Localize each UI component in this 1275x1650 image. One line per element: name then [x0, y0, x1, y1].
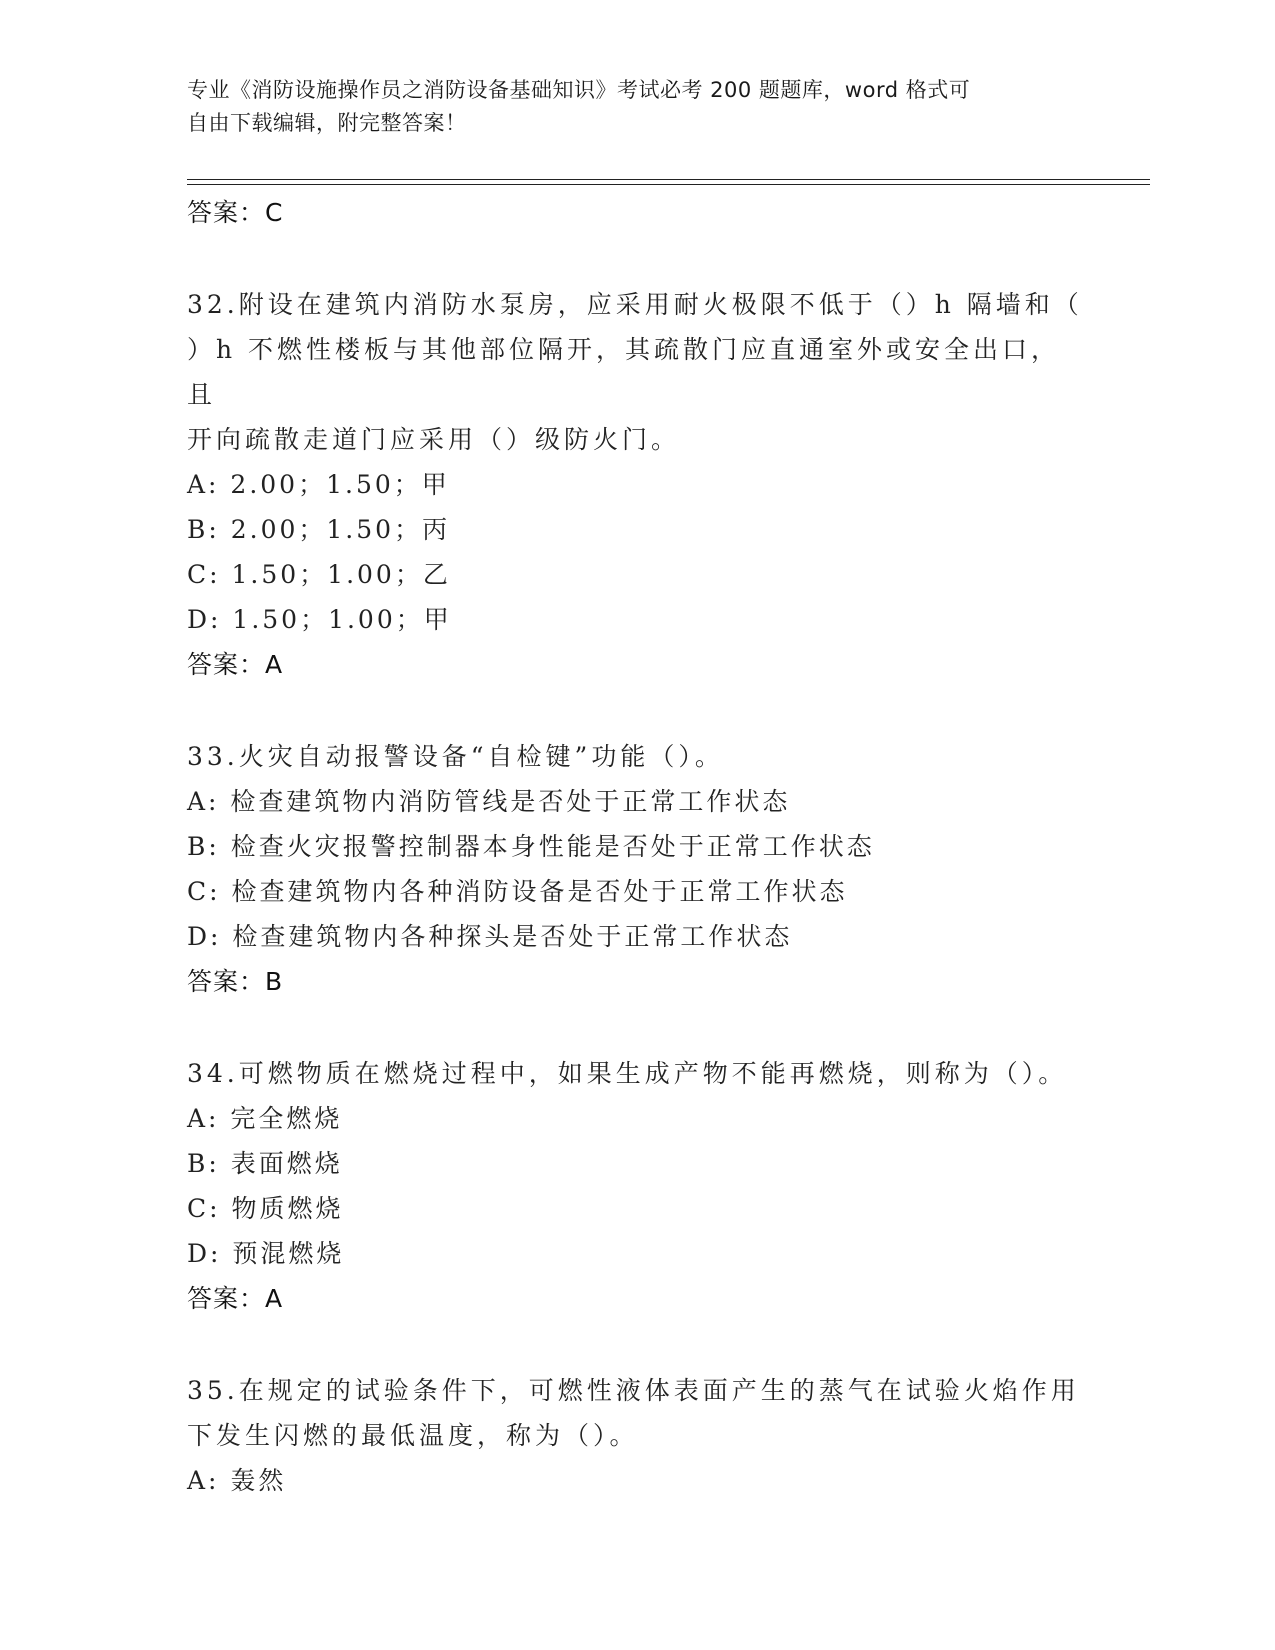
- spacer: [187, 1321, 1087, 1368]
- question-text-line: 33.火灾自动报警设备“自检键”功能（）。: [187, 742, 724, 771]
- question-35: [187, 1368, 1087, 1503]
- question-text-line: ）h 不燃性楼板与其他部位隔开，其疏散门应直通室外或安全出口，且: [187, 335, 1061, 409]
- option-a: A: 2.00；1.50；甲: [187, 470, 450, 499]
- question-34-text: [187, 1051, 1087, 1096]
- option-a: A: 检查建筑物内消防管线是否处于正常工作状态: [187, 787, 791, 816]
- header-line-1: 专业《消防设施操作员之消防设备基础知识》考试必考 200 题题库，word 格式可: [187, 78, 971, 102]
- question-text-line: 32.附设在建筑内消防水泵房，应采用耐火极限不低于（）h 隔墙和（: [187, 290, 1083, 319]
- question-text-line: 下发生闪燃的最低温度，称为（）。: [187, 1421, 639, 1450]
- option-c: C: 检查建筑物内各种消防设备是否处于正常工作状态: [187, 877, 848, 906]
- option-b: B: 2.00；1.50；丙: [187, 515, 451, 544]
- header-divider-bottom: [187, 184, 1150, 185]
- option-d: D: 预混燃烧: [187, 1239, 345, 1268]
- spacer: [187, 1004, 1087, 1051]
- spacer: [187, 235, 1087, 282]
- question-33: [187, 734, 1087, 1004]
- header-line-2: 自由下载编辑，附完整答案！: [187, 111, 467, 135]
- document-header: [187, 74, 1067, 140]
- option-b: B: 表面燃烧: [187, 1149, 343, 1178]
- answer-34: 答案：A: [187, 1284, 284, 1313]
- answer-32: 答案：A: [187, 650, 284, 679]
- question-text-line: 开向疏散走道门应采用（）级防火门。: [187, 425, 681, 454]
- question-33-text: [187, 734, 1087, 779]
- option-b: B: 检查火灾报警控制器本身性能是否处于正常工作状态: [187, 832, 875, 861]
- option-d: D: 1.50；1.00；甲: [187, 605, 452, 634]
- question-35-text: [187, 1368, 1087, 1458]
- header-divider-top: [187, 179, 1150, 180]
- answer-33: 答案：B: [187, 967, 284, 996]
- option-a: A: 轰然: [187, 1466, 287, 1495]
- option-c: C: 1.50；1.00；乙: [187, 560, 451, 589]
- option-d: D: 检查建筑物内各种探头是否处于正常工作状态: [187, 922, 793, 951]
- question-text-line: 34.可燃物质在燃烧过程中，如果生成产物不能再燃烧，则称为（）。: [187, 1059, 1068, 1088]
- spacer: [187, 687, 1087, 734]
- answer-previous: 答案：C: [187, 198, 284, 227]
- question-text-line: 35.在规定的试验条件下，可燃性液体表面产生的蒸气在试验火焰作用: [187, 1376, 1080, 1405]
- question-32: [187, 282, 1087, 687]
- question-34: [187, 1051, 1087, 1321]
- question-list: [187, 190, 1087, 1503]
- question-32-text: [187, 282, 1087, 462]
- option-a: A: 完全燃烧: [187, 1104, 343, 1133]
- option-c: C: 物质燃烧: [187, 1194, 344, 1223]
